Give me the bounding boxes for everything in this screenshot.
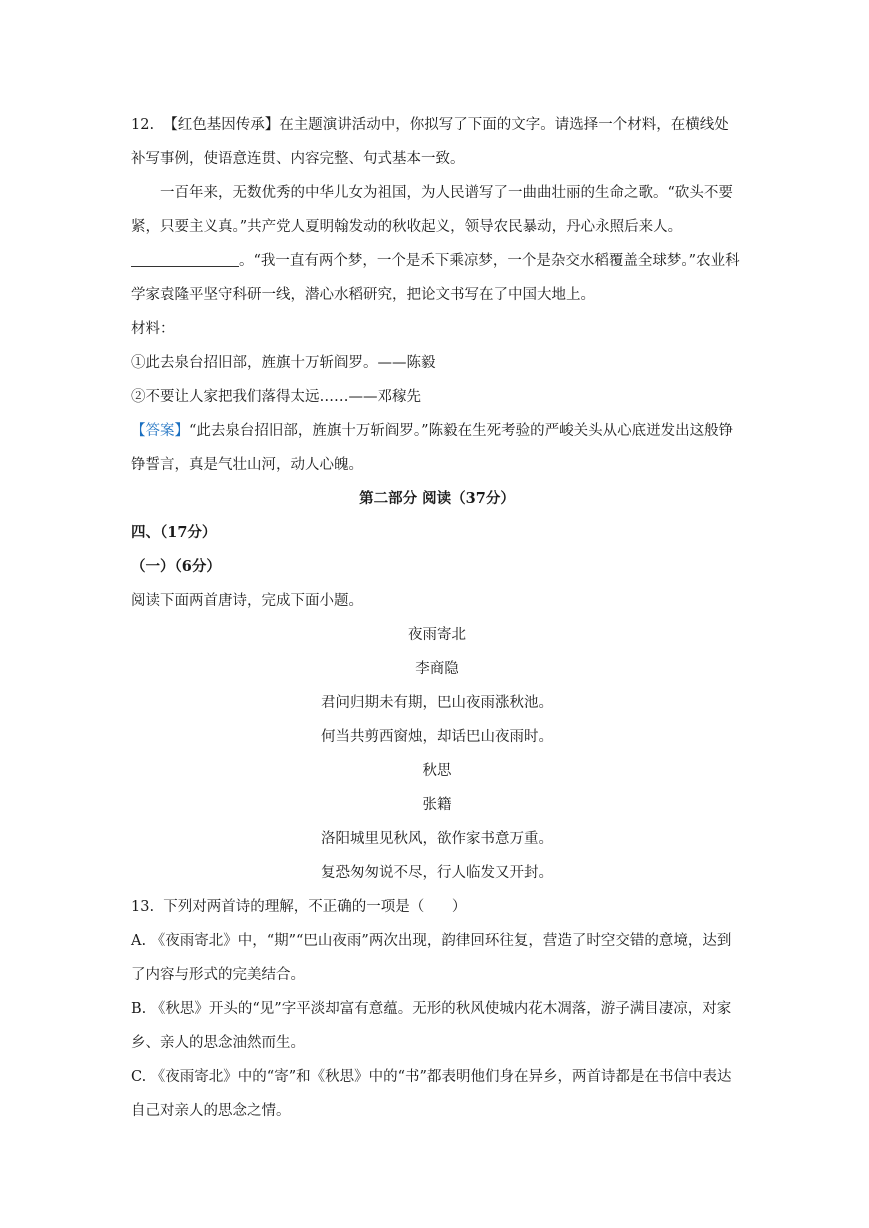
q13-option-b[interactable]: B. 《秋思》开头的“见”字平淡却富有意蕴。无形的秋风使城内花木凋落，游子满目凄凉，对家乡、亲人的思念油然而生。 bbox=[131, 1001, 732, 1051]
q12-tag: 【红色基因传承】 bbox=[163, 117, 280, 133]
reading-instruction: 阅读下面两首唐诗，完成下面小题。 bbox=[131, 593, 363, 609]
q13-option-a[interactable]: A. 《夜雨寄北》中，“期”“巴山夜雨”两次出现，韵律回环往复，营造了时空交错的意境，达到了内容与形式的完美结合。 bbox=[131, 933, 732, 983]
q12-passage-part1: 一百年来，无数优秀的中华儿女为祖国，为人民谱写了一曲曲壮丽的生命之歌。“砍头不要紧，只要主义真。”共产党人夏明翰发动的秋收起义，领导农民暴动，丹心永照后来人。 bbox=[131, 185, 733, 235]
q12-prompt bbox=[131, 108, 743, 176]
q12-number: 12. bbox=[131, 117, 155, 133]
poem1-line-1: 君问归期未有期，巴山夜雨涨秋池。 bbox=[321, 695, 553, 711]
subsection-1-heading: （一）（6分） bbox=[131, 558, 221, 575]
part2-title: 第二部分 阅读（37分） bbox=[359, 490, 515, 507]
answer-text: “此去泉台招旧部，旌旗十万斩阎罗。”陈毅在生死考验的严峻关头从心底迸发出这般铮铮誓言，真是气壮山河，动人心魄。 bbox=[131, 423, 734, 473]
material-1: ①此去泉台招旧部，旌旗十万斩阎罗。——陈毅 bbox=[131, 355, 436, 371]
q12-prompt-text: 在主题演讲活动中，你拟写了下面的文字。请选择一个材料，在横线处补写事例，使语意连贯、内容完整、句式基本一致。 bbox=[131, 117, 729, 167]
poem1-title: 夜雨寄北 bbox=[408, 627, 466, 643]
poem2-title: 秋思 bbox=[422, 763, 452, 779]
poem1-author: 李商隐 bbox=[415, 661, 459, 677]
poem2-line-1: 洛阳城里见秋风，欲作家书意万重。 bbox=[321, 831, 553, 847]
q12-passage bbox=[131, 176, 743, 312]
q13-option-c[interactable]: C. 《夜雨寄北》中的“寄”和《秋思》中的“书”都表明他们身在异乡，两首诗都是在书信中表达自己对亲人的思念之情。 bbox=[131, 1069, 732, 1119]
answer-tag: 【答案】 bbox=[131, 423, 189, 439]
page-content bbox=[131, 108, 743, 1128]
poem2-line-2: 复恐匆匆说不尽，行人临发又开封。 bbox=[321, 865, 553, 881]
fill-blank-line[interactable] bbox=[131, 246, 239, 267]
materials-label: 材料： bbox=[131, 321, 175, 337]
section-4-heading: 四、（17分） bbox=[131, 524, 217, 541]
poem1-line-2: 何当共剪西窗烛，却话巴山夜雨时。 bbox=[321, 729, 553, 745]
material-2: ②不要让人家把我们落得太远……——邓稼先 bbox=[131, 389, 421, 405]
poem2-author: 张籍 bbox=[422, 797, 452, 813]
q12-passage-part2: 。“我一直有两个梦，一个是禾下乘凉梦，一个是杂交水稻覆盖全球梦。”农业科学家袁隆平坚守科研一线，潜心水稻研究，把论文书写在了中国大地上。 bbox=[131, 253, 740, 303]
q13-stem: 13. 下列对两首诗的理解，不正确的一项是（ ） bbox=[131, 899, 467, 915]
q12-answer bbox=[131, 414, 743, 482]
